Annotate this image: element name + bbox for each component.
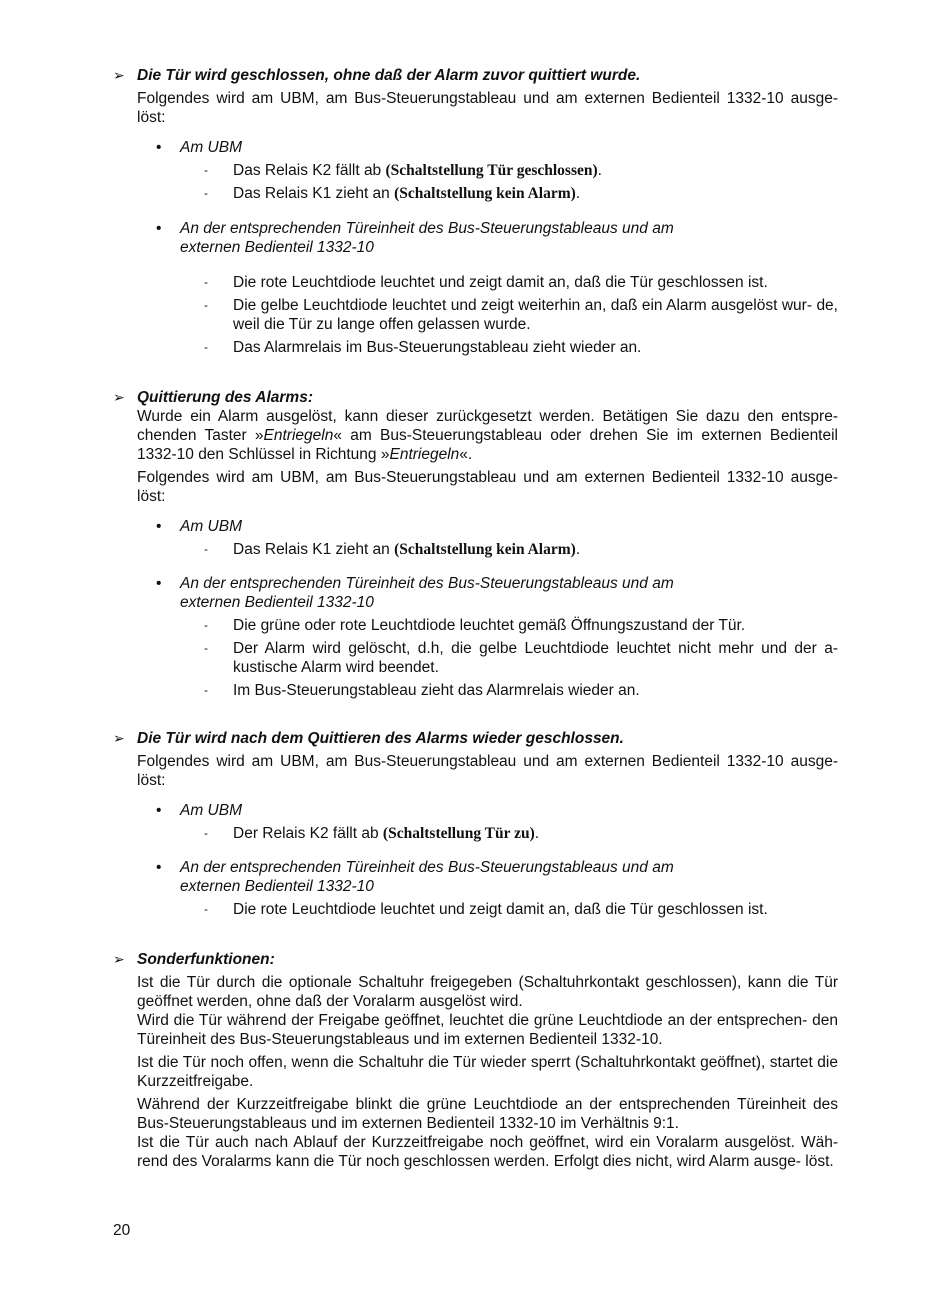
bullet-item: • Am UBM [156, 802, 242, 819]
arrow-bullet-icon: ➢ [113, 951, 125, 967]
dash-icon: - [204, 618, 208, 632]
bullet-item: • Am UBM [156, 518, 242, 535]
dash-item: - Im Bus-Steuerungstableau zieht das Alarmrelais wieder an. [204, 682, 640, 699]
paragraph: Ist die Tür durch die optionale Schaltuhr freigegeben (Schaltuhrkontakt geschlossen), kann die Tür geöffnet werden, ohne daß der Voralarm ausgelöst wird. [137, 974, 838, 1010]
section-heading: ➢ Die Tür wird nach dem Quittieren des Alarms wieder geschlossen. [113, 730, 624, 747]
dash-icon: - [204, 542, 208, 556]
dash-item: - Das Relais K2 fällt ab (Schaltstellung Tür geschlossen). [204, 162, 602, 179]
intro-paragraph: Folgendes wird am UBM, am Bus-Steuerungstableau und am externen Bedienteil 1332-10 ausge- löst: [137, 753, 838, 789]
dash-icon: - [204, 163, 208, 177]
paragraph: Während der Kurzzeitfreigabe blinkt die grüne Leuchtdiode an der entsprechenden Türeinheit des Bus-Steuerungstableaus und im externen Bedienteil 1332-10 im Verhältnis 9:1. [137, 1096, 838, 1132]
dash-item: - Die rote Leuchtdiode leuchtet und zeigt damit an, daß die Tür geschlossen ist. [204, 901, 768, 918]
section-heading: ➢ Quittierung des Alarms: [113, 389, 313, 406]
section-alarm-acknowledgement [113, 388, 838, 700]
paragraph: Ist die Tür auch nach Ablauf der Kurzzeitfreigabe noch geöffnet, wird ein Voralarm ausgelöst. Wäh- rend des Voralarms kann die Tür noch geschlossen werden. Erfolgt dies nicht, wird Alarm ausge- löst. [137, 1134, 838, 1170]
page-number: 20 [113, 1222, 131, 1239]
bullet-dot-icon: • [156, 575, 162, 592]
section-heading: ➢ Die Tür wird geschlossen, ohne daß der Alarm zuvor quittiert wurde. [113, 67, 641, 84]
arrow-bullet-icon: ➢ [113, 67, 125, 83]
dash-item: - Der Alarm wird gelöscht, d.h, die gelbe Leuchtdiode leuchtet nicht mehr und der a- kustische Alarm wird beendet. [204, 640, 838, 676]
dash-icon: - [204, 298, 208, 312]
dash-icon: - [204, 683, 208, 697]
arrow-bullet-icon: ➢ [113, 389, 125, 405]
intro-paragraph: Folgendes wird am UBM, am Bus-Steuerungstableau und am externen Bedienteil 1332-10 ausge- löst: [137, 469, 838, 505]
dash-item: - Die gelbe Leuchtdiode leuchtet und zeigt weiterhin an, daß ein Alarm ausgelöst wur- de, weil die Tür zu lange offen gelassen wurde. [204, 297, 838, 333]
dash-icon: - [204, 340, 208, 354]
bullet-item: • An der entsprechenden Türeinheit des Bus-Steuerungstableaus und am externen Bedienteil 1332-10 [156, 575, 674, 611]
section-door-closed-unacknowledged [113, 66, 838, 357]
dash-icon: - [204, 902, 208, 916]
bullet-dot-icon: • [156, 518, 162, 535]
arrow-bullet-icon: ➢ [113, 730, 125, 746]
section-heading: ➢ Sonderfunktionen: [113, 951, 275, 968]
bullet-item: • An der entsprechenden Türeinheit des Bus-Steuerungstableaus und am externen Bedienteil 1332-10 [156, 859, 674, 895]
dash-item: - Das Relais K1 zieht an (Schaltstellung kein Alarm). [204, 185, 581, 202]
bullet-dot-icon: • [156, 859, 162, 876]
dash-icon: - [204, 826, 208, 840]
description-paragraph: Wurde ein Alarm ausgelöst, kann dieser zurückgesetzt werden. Betätigen Sie dazu den entspre- chenden Taster »Entriegeln« am Bus-Steuerungstableau oder drehen Sie im externen Bedienteil 1332-10 den Schlüssel in Richtung »Entriegeln«. [137, 408, 839, 463]
dash-icon: - [204, 641, 208, 655]
dash-icon: - [204, 275, 208, 289]
bullet-item: • An der entsprechenden Türeinheit des Bus-Steuerungstableaus und am externen Bedienteil 1332-10 [156, 220, 674, 256]
dash-item: - Die grüne oder rote Leuchtdiode leuchtet gemäß Öffnungszustand der Tür. [204, 617, 746, 634]
bullet-item: • Am UBM [156, 139, 242, 156]
bullet-dot-icon: • [156, 220, 162, 237]
section-special-functions [113, 950, 838, 1171]
bullet-dot-icon: • [156, 139, 162, 156]
bullet-dot-icon: • [156, 802, 162, 819]
dash-item: - Der Relais K2 fällt ab (Schaltstellung Tür zu). [204, 825, 540, 842]
dash-icon: - [204, 186, 208, 200]
dash-item: - Die rote Leuchtdiode leuchtet und zeigt damit an, daß die Tür geschlossen ist. [204, 274, 768, 291]
paragraph: Wird die Tür während der Freigabe geöffnet, leuchtet die grüne Leuchtdiode an der entsprechen- den Türeinheit des Bus-Steuerungstableaus und im externen Bedienteil 1332-10. [137, 1012, 838, 1048]
section-door-closed-after-acknowledgement [113, 729, 838, 919]
dash-item: - Das Alarmrelais im Bus-Steuerungstableau zieht wieder an. [204, 339, 642, 356]
intro-paragraph: Folgendes wird am UBM, am Bus-Steuerungstableau und am externen Bedienteil 1332-10 ausge- löst: [137, 90, 838, 126]
paragraph: Ist die Tür noch offen, wenn die Schaltuhr die Tür wieder sperrt (Schaltuhrkontakt geöffnet), startet die Kurzzeitfreigabe. [137, 1054, 838, 1090]
dash-item: - Das Relais K1 zieht an (Schaltstellung kein Alarm). [204, 541, 581, 558]
